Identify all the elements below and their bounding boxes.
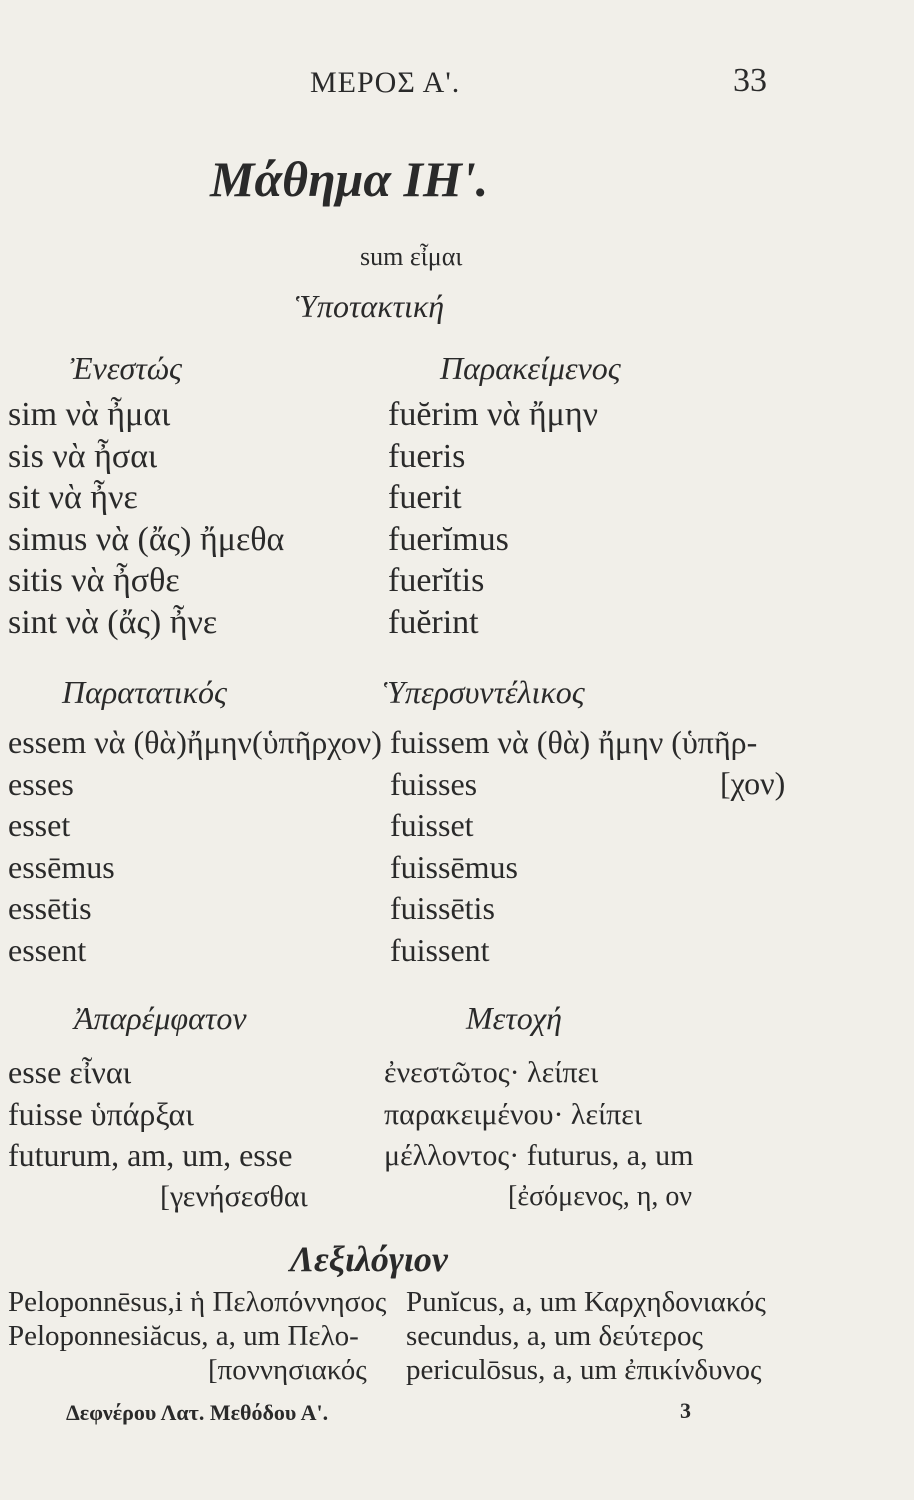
participle-form: μέλλοντος· futurus, a, um [384,1139,694,1172]
perfect-heading: Παρακείμενος [440,350,621,386]
pluperfect-continuation: [χον) [720,765,786,801]
pluperfect-form: fuissem νὰ (θὰ) ἤμην (ὑπῆρ- [390,724,758,760]
present-form: sitis νὰ ἦσθε [8,562,180,599]
imperfect-form: essēmus [8,848,115,885]
perfect-forms [388,394,598,643]
perfect-form: fuĕrint [388,603,479,641]
imperfect-form: esset [8,807,71,843]
vocabulary-entry: Peloponnesiăcus, a, um Πελο- [8,1320,359,1352]
present-form: sit νὰ ἦνε [8,479,138,516]
infinitive-heading: Ἀπαρέμφατον [74,1000,247,1036]
verb-heading: sum εἶμαι [360,242,463,271]
lesson-title: Μάθημα ΙΗ'. [210,151,489,207]
vocabulary-entry: [ποννησιακός [208,1354,367,1386]
pluperfect-form: fuissētis [390,890,495,926]
perfect-form: fuerĭtis [388,562,485,599]
vocabulary-left [8,1286,386,1388]
imperfect-form: essent [8,931,87,968]
perfect-form: fuĕrim νὰ ἤμην [388,396,598,433]
participle-form: παρακειμένου· λείπει [384,1097,642,1131]
imperfect-form: essem νὰ (θὰ)ἤμην(ὑπῆρχον) [8,724,382,760]
imperfect-heading: Παρατατικός [62,674,227,710]
imperfect-forms [8,722,382,971]
vocabulary-right [406,1286,766,1388]
imperfect-form: esses [8,765,74,802]
present-form: sis νὰ ἦσαι [8,437,158,475]
participle-form: ἐνεστῶτος· λείπει [384,1056,599,1089]
infinitive-form: futurum, am, um, esse [8,1137,293,1173]
imperfect-form: essētis [8,890,92,926]
pluperfect-form: fuisses [390,765,478,802]
infinitive-forms [8,1052,292,1177]
pluperfect-forms [390,722,757,971]
perfect-form: fuerit [388,479,462,516]
present-form: sim νὰ ἦμαι [8,396,171,433]
participle-heading: Μετοχή [466,1000,563,1036]
infinitive-form: fuisse ὑπάρξαι [8,1095,194,1132]
vocabulary-entry: periculōsus, a, um ἐπικίνδυνος [406,1354,762,1386]
vocabulary-entry: Punĭcus, a, um Καρχηδονιακός [406,1286,766,1318]
pluperfect-heading: Ὑπερσυντέλικος [384,674,585,710]
infinitive-continuation: [γενήσεσθαι [160,1180,308,1213]
present-heading: Ἐνεστώς [70,350,183,386]
participle-forms [384,1052,693,1177]
infinitive-form: esse εἶναι [8,1054,132,1090]
present-form: simus νὰ (ἄς) ἤμεθα [8,520,285,558]
pluperfect-form: fuisset [390,807,474,843]
present-form: sint νὰ (ἄς) ἦνε [8,603,218,641]
footer-book-title: Δεφνέρου Λατ. Μεθόδου Α'. [66,1400,329,1425]
vocabulary-entry: secundus, a, um δεύτερος [406,1320,703,1352]
signature-mark: 3 [680,1398,691,1423]
vocabulary-title: Λεξιλόγιον [290,1239,448,1279]
page-number: 33 [733,62,767,99]
present-forms [8,394,284,643]
vocabulary-entry: Peloponnēsus,i ἡ Πελοπόννησος [8,1286,387,1318]
pluperfect-form: fuissent [390,931,490,968]
running-head: ΜΕΡΟΣ Α'. [310,66,461,99]
pluperfect-form: fuissēmus [390,848,518,885]
mood-title: Ὑποτακτική [296,288,445,324]
participle-continuation: [ἐσόμενος, η, ον [508,1181,692,1212]
perfect-form: fuerĭmus [388,520,509,558]
perfect-form: fueris [388,437,466,475]
